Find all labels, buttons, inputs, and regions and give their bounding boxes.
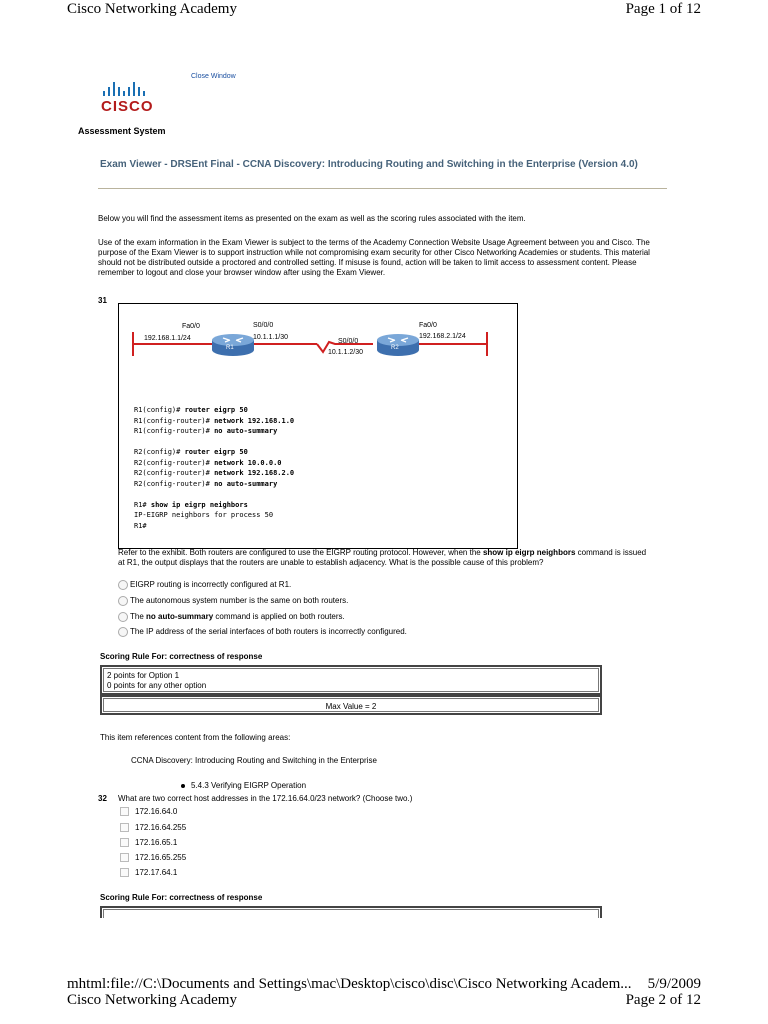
cli-line — [134, 489, 294, 500]
checkbox[interactable] — [120, 807, 129, 816]
question-number-32: 32 — [98, 794, 107, 803]
q32-option-4[interactable]: 172.16.65.255 — [120, 851, 186, 865]
course-reference: CCNA Discovery: Introducing Routing and Switching in the Enterprise — [131, 756, 377, 765]
cli-line — [134, 447, 294, 458]
title-divider — [98, 188, 667, 189]
cli-line — [134, 405, 294, 416]
option-4[interactable]: The IP address of the serial interfaces of both routers is incorrectly configured. — [118, 625, 407, 639]
exhibit — [118, 303, 518, 549]
checkbox[interactable] — [120, 838, 129, 847]
radio-button[interactable] — [118, 612, 128, 622]
section-reference: 5.4.3 Verifying EIGRP Operation — [181, 781, 306, 791]
cli-line — [134, 500, 294, 511]
r2-lan-ip: 192.168.2.1/24 — [419, 333, 466, 340]
r2-wan-ip: 10.1.1.2/30 — [328, 349, 364, 356]
cli-prompt: R2(config-router)# — [134, 458, 215, 467]
cli-prompt: R1(config)# — [134, 406, 185, 414]
scoring-rule-title-32: Scoring Rule For: correctness of response — [100, 893, 263, 902]
radio-button[interactable] — [118, 627, 128, 637]
checkbox[interactable] — [120, 823, 129, 832]
close-window-link[interactable]: Close Window — [191, 73, 236, 80]
score-line-1: 2 points for Option 1 — [107, 671, 180, 680]
cli-command: network 10.0.0.0 — [214, 458, 282, 467]
r1-serial-label: S0/0/0 — [253, 322, 274, 329]
question-number: 31 — [98, 296, 107, 305]
footer-header-left: Cisco Networking Academy — [67, 992, 237, 1008]
r2-fa-label: Fa0/0 — [419, 322, 437, 329]
r1-label: R1 — [226, 345, 234, 351]
cli-prompt: R1(config-router)# — [134, 416, 215, 425]
cli-prompt: R2(config-router)# — [134, 479, 215, 488]
exam-title: Exam Viewer - DRSEnt Final - CCNA Discovery: Introducing Routing and Switching in the Enterprise (Version 4.0) — [100, 159, 638, 170]
cli-prompt: R1# — [134, 521, 147, 530]
cisco-bars-icon — [103, 82, 154, 96]
cli-prompt — [134, 490, 138, 498]
assessment-system-heading: Assessment System — [78, 126, 166, 136]
cli-prompt: R1(config-router)# — [134, 427, 215, 435]
usage-agreement-paragraph: Use of the exam information in the Exam Viewer is subject to the terms of the Academy Connection Website Usage Agreement between you and Cisco. The purpose of the Exam Viewer is to support instruction while not compromising exam security for other Cisco Networking Academies or students. This material should not be distributed outside a proctored and controlled setting. If misuse is found, action will be taken to limit access to assessment content. Please remember to logout and close your browser window after using the Exam Viewer. — [98, 238, 650, 277]
cli-command: router eigrp 50 — [184, 406, 248, 414]
cli-prompt: R2(config-router)# — [134, 469, 215, 477]
max-value: Max Value = 2 — [103, 698, 599, 712]
r2-label: R2 — [391, 345, 399, 351]
r1-wan-ip: 10.1.1.1/30 — [253, 334, 289, 341]
cisco-wordmark: CISCO — [101, 98, 154, 115]
cli-line — [134, 510, 294, 521]
scoring-box-32 — [100, 906, 602, 918]
footer-header-right: Page 2 of 12 — [625, 992, 701, 1008]
references-intro: This item references content from the following areas: — [100, 733, 291, 742]
cli-line — [134, 416, 294, 427]
scoring-box — [100, 665, 602, 695]
radio-button[interactable] — [118, 580, 128, 590]
cli-line — [134, 437, 294, 448]
q32-option-2[interactable]: 172.16.64.255 — [120, 821, 186, 835]
cisco-logo — [101, 82, 154, 115]
question-text: Refer to the exhibit. Both routers are configured to use the EIGRP routing protocol. However, when the show ip eigrp neighbors command is issued at R1, the output displays that the routers are unable to establish adjacency. What is the possible cause of this problem? — [118, 548, 647, 567]
cli-line — [134, 479, 294, 490]
intro-paragraph: Below you will find the assessment items as presented on the exam as well as the scoring rules associated with the item. — [98, 214, 526, 223]
cli-output — [134, 405, 294, 531]
page-header-left: Cisco Networking Academy — [67, 1, 237, 17]
cli-prompt: R2(config)# — [134, 448, 185, 456]
q32-option-5[interactable]: 172.17.64.1 — [120, 866, 177, 880]
max-value-box — [100, 695, 602, 715]
question-text-32: What are two correct host addresses in the 172.16.64.0/23 network? (Choose two.) — [118, 794, 413, 803]
r1-fa-label: Fa0/0 — [182, 323, 200, 330]
cli-command: no auto-summary — [214, 479, 278, 488]
cli-line — [134, 521, 294, 532]
cli-line — [134, 426, 294, 437]
cli-command: show ip eigrp neighbors — [150, 500, 248, 509]
r2-serial-label: S0/0/0 — [338, 338, 359, 345]
cli-prompt: IP-EIGRP neighbors for process 50 — [134, 511, 274, 519]
cli-command: no auto-summary — [214, 427, 278, 435]
cli-prompt — [134, 438, 138, 446]
r1-lan-ip: 192.168.1.1/24 — [144, 335, 191, 342]
q32-option-3[interactable]: 172.16.65.1 — [120, 836, 177, 850]
footer-date: 5/9/2009 — [647, 976, 701, 992]
bullet-icon — [181, 784, 185, 788]
cli-prompt: R1# — [134, 500, 151, 509]
option-1[interactable]: EIGRP routing is incorrectly configured at R1. — [118, 578, 291, 592]
page-header-right: Page 1 of 12 — [625, 1, 701, 17]
q32-option-1[interactable]: 172.16.64.0 — [120, 805, 177, 819]
checkbox[interactable] — [120, 853, 129, 862]
score-line-2: 0 points for any other option — [107, 681, 207, 690]
option-2[interactable]: The autonomous system number is the same on both routers. — [118, 594, 348, 608]
cli-command: router eigrp 50 — [184, 448, 248, 456]
cli-line — [134, 468, 294, 479]
footer-path: mhtml:file://C:\Documents and Settings\mac\Desktop\cisco\disc\Cisco Networking Academ... — [67, 976, 632, 992]
option-3[interactable]: The no auto-summary command is applied on both routers. — [118, 610, 345, 624]
cli-command: network 192.168.2.0 — [214, 469, 295, 477]
cli-command: network 192.168.1.0 — [214, 416, 295, 425]
cli-line — [134, 458, 294, 469]
checkbox[interactable] — [120, 868, 129, 877]
scoring-rule-title: Scoring Rule For: correctness of response — [100, 652, 263, 661]
radio-button[interactable] — [118, 596, 128, 606]
